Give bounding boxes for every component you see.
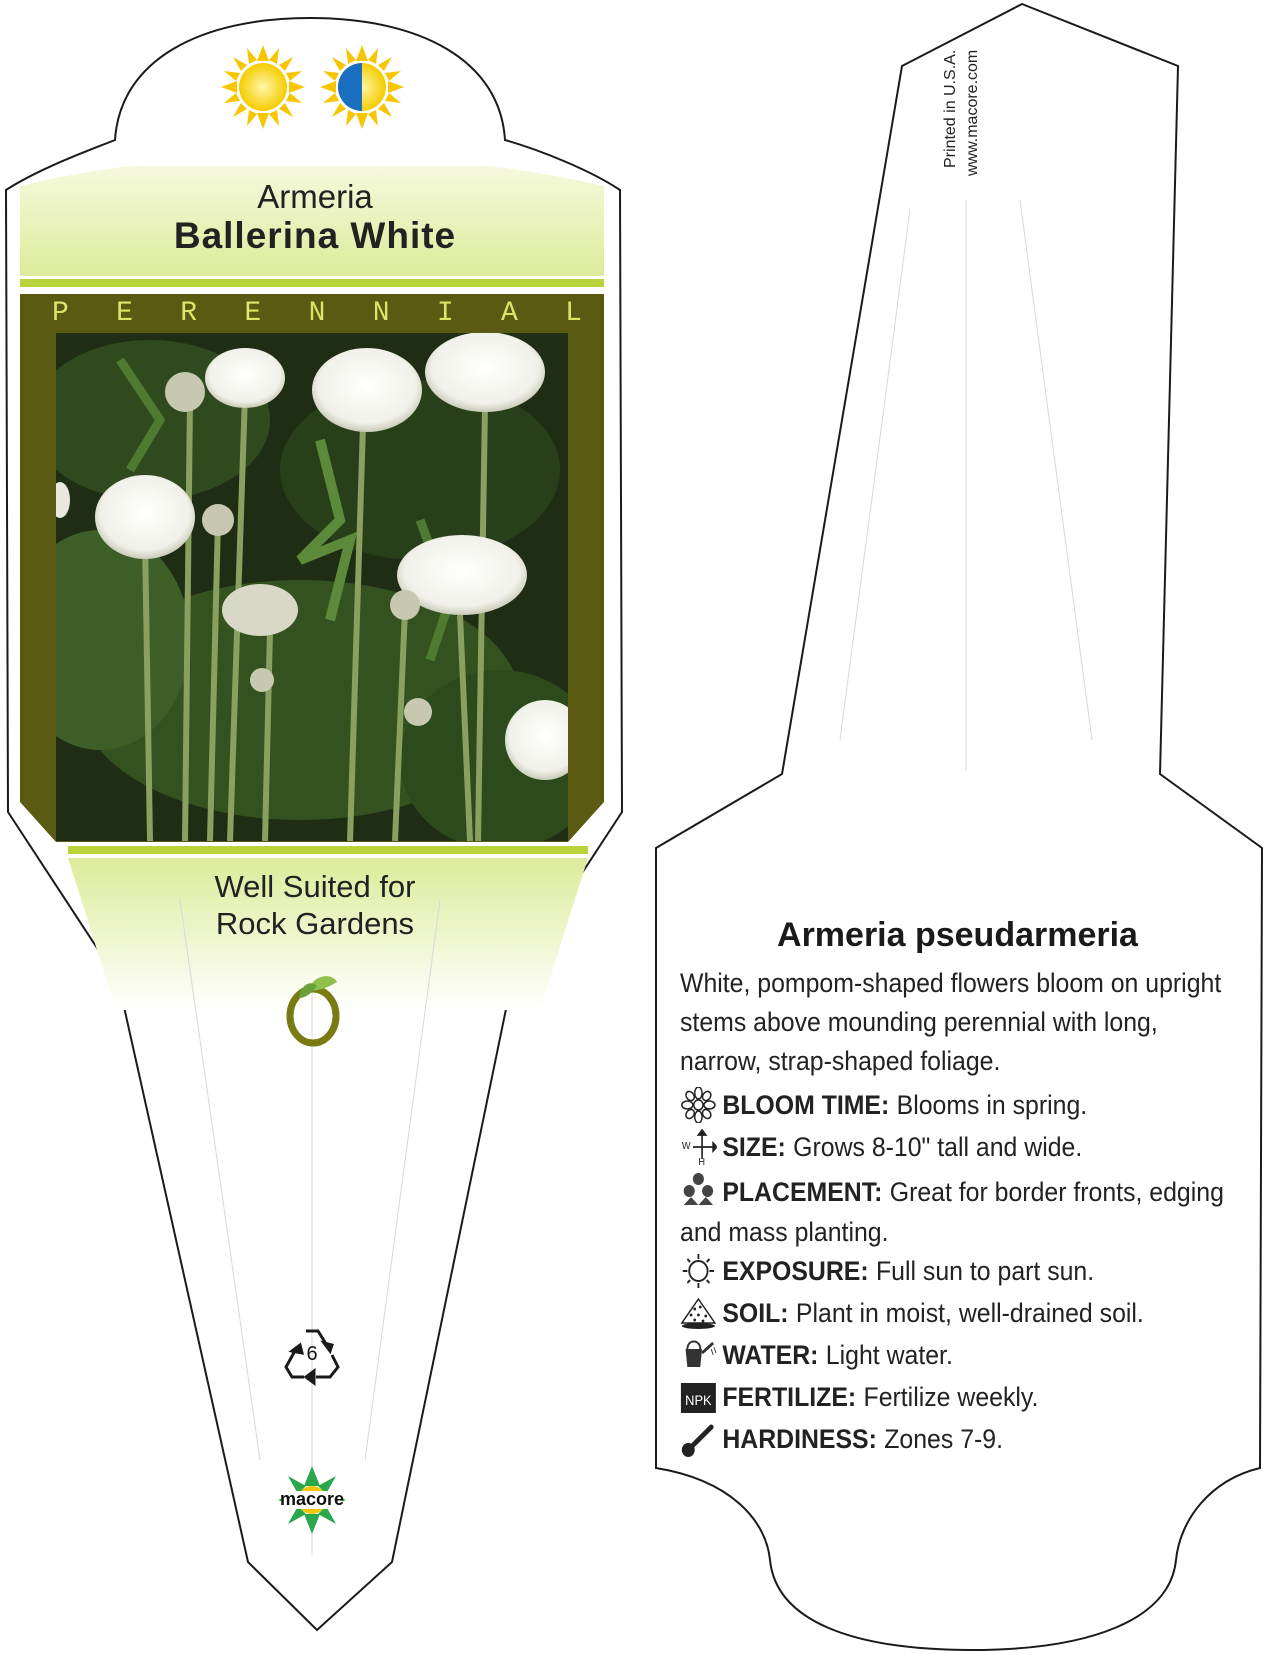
soil-icon: [680, 1295, 717, 1331]
watering-can-icon: [680, 1337, 717, 1373]
sun-outline-icon: [680, 1253, 717, 1289]
category-letter: E: [116, 298, 133, 329]
feature-text: [120, 868, 510, 942]
svg-text:H: H: [698, 1156, 706, 1165]
cultivar-name: Ballerina White: [173, 215, 457, 256]
feature-line-2: Rock Gardens: [215, 906, 415, 941]
npk-icon: [680, 1379, 717, 1415]
care-text: Blooms in spring.: [896, 1090, 1088, 1120]
category-letter: N: [372, 298, 390, 329]
care-label: BLOOM TIME:: [722, 1090, 890, 1120]
thermometer-icon: [680, 1421, 717, 1457]
care-text: Grows 8-10" tall and wide.: [793, 1132, 1083, 1162]
care-label: FERTILIZE:: [722, 1382, 857, 1412]
care-label: PLACEMENT:: [722, 1177, 883, 1207]
printed-info: [940, 50, 1000, 210]
placement-icon: [680, 1171, 717, 1207]
care-label: EXPOSURE:: [722, 1256, 869, 1286]
footer-stripe: [68, 846, 588, 854]
category-letter: E: [244, 298, 262, 329]
care-row-exposure: [680, 1251, 1232, 1291]
care-row-bloom: [680, 1085, 1232, 1125]
header-stripe: [20, 279, 604, 287]
plant-photo: [10, 332, 600, 850]
category-letter: R: [180, 298, 198, 329]
care-label: SOIL:: [722, 1298, 789, 1328]
scientific-name: Armeria pseudarmeria: [777, 916, 1138, 954]
care-text: Full sun to part sun.: [876, 1256, 1095, 1286]
care-text: Light water.: [825, 1340, 953, 1370]
category-letter: N: [308, 298, 326, 329]
plant-description: White, pompom-shaped flowers bloom on upright stems above mounding perennial with long, narrow, strap-shaped foliage.: [680, 968, 1222, 1076]
category-label: [52, 298, 582, 329]
svg-text:W: W: [681, 1140, 691, 1153]
care-label: HARDINESS:: [722, 1424, 877, 1454]
category-letter: P: [52, 298, 69, 329]
printed-line-2: www.macore.com: [964, 50, 981, 177]
part-sun-icon: [320, 45, 404, 129]
care-text: Great for border fronts, edging and mass planting.: [680, 1177, 1224, 1247]
care-row-placement: [680, 1169, 1232, 1252]
care-text: Fertilize weekly.: [863, 1382, 1039, 1412]
feature-line-1: Well Suited for: [214, 869, 416, 904]
flower-icon: [680, 1087, 717, 1123]
brand-name: macore: [279, 1489, 345, 1509]
care-row-water: [680, 1335, 1232, 1375]
care-row-size: [680, 1127, 1232, 1167]
care-row-soil: [680, 1293, 1232, 1333]
printed-line-1: Printed in U.S.A.: [942, 50, 959, 169]
category-letter: A: [500, 298, 518, 329]
size-icon: [680, 1129, 717, 1165]
category-letter: I: [436, 298, 454, 329]
genus-name: Armeria: [257, 178, 373, 215]
svg-text:NPK: NPK: [685, 1392, 712, 1409]
care-text: Plant in moist, well-drained soil.: [795, 1298, 1144, 1328]
care-text: Zones 7-9.: [884, 1424, 1004, 1454]
full-sun-icon: [221, 45, 305, 129]
care-row-fertilize: [680, 1377, 1232, 1417]
recycle-number: 6: [306, 1343, 318, 1365]
category-letter: L: [565, 298, 582, 329]
care-label: WATER:: [722, 1340, 819, 1370]
care-row-hardiness: [680, 1419, 1232, 1459]
care-label: SIZE:: [722, 1132, 786, 1162]
